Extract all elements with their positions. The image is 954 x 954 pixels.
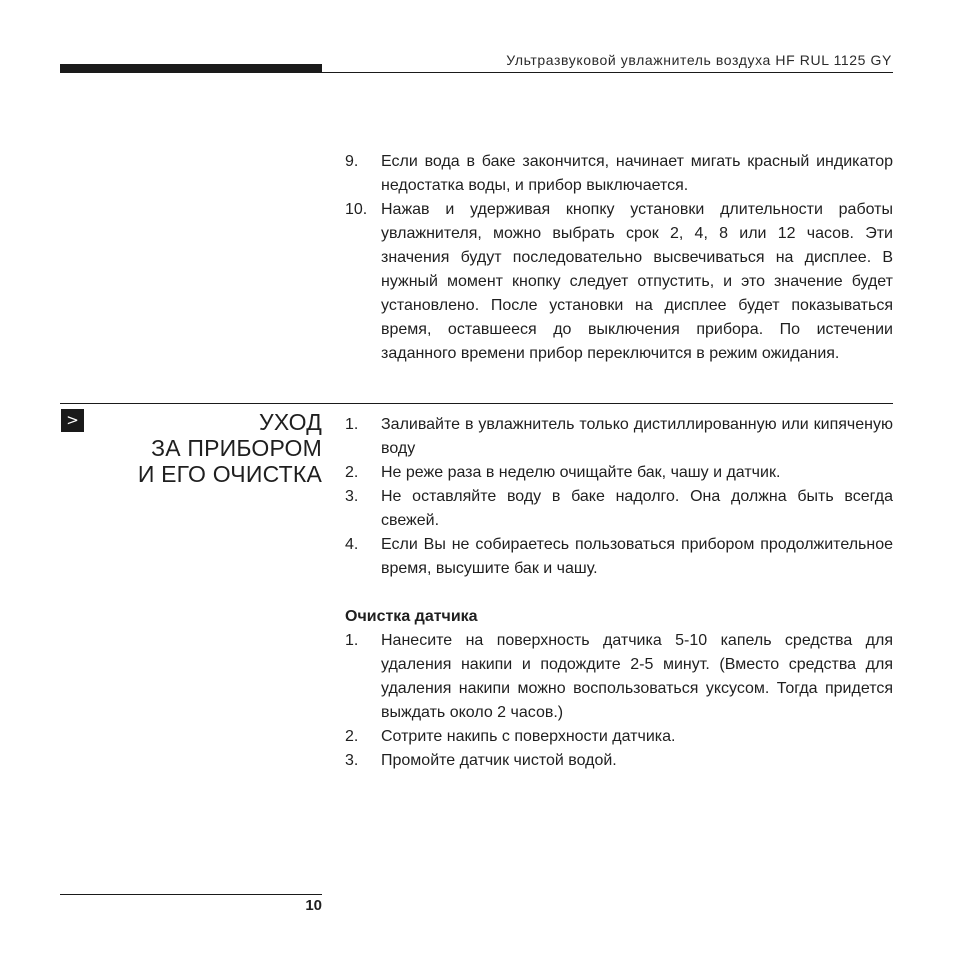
document-header-title: Ультразвуковой увлажнитель воздуха HF RUL 1125 GY	[506, 52, 892, 68]
item-number: 2.	[345, 728, 359, 745]
item-text: Если вода в баке закончится, начинает мигать красный индикатор недостатка воды, и прибор выключается.	[381, 153, 893, 194]
care-list	[345, 413, 893, 581]
item-number: 3.	[345, 488, 359, 505]
list-item	[345, 198, 893, 366]
section-title-line: И ЕГО ОЧИСТКА	[137, 461, 322, 487]
sensor-cleaning-list	[345, 629, 893, 773]
item-number: 1.	[345, 416, 359, 433]
item-text: Промойте датчик чистой водой.	[381, 752, 617, 769]
section-title	[138, 409, 322, 487]
operation-steps-list	[345, 150, 893, 366]
item-text: Нанесите на поверхность датчика 5-10 капель средства для удаления накипи и подождите 2-5 минут. (Вместо средства для удаления накипи можно воспользоваться уксусом. Тогда придется выждать около 2 часов.)	[381, 632, 893, 721]
list-item	[345, 629, 893, 725]
list-item	[345, 725, 893, 749]
item-text: Не реже раза в неделю очищайте бак, чашу и датчик.	[381, 464, 781, 481]
list-item	[345, 461, 893, 485]
list-item	[345, 749, 893, 773]
item-number: 2.	[345, 464, 359, 481]
footer-rule	[60, 894, 322, 895]
list-item	[345, 533, 893, 581]
item-number: 9.	[345, 153, 359, 170]
header-thick-rule	[60, 64, 322, 73]
item-number: 1.	[345, 632, 359, 649]
item-text: Заливайте в увлажнитель только дистиллированную или кипяченую воду	[381, 416, 893, 457]
item-text: Не оставляйте воду в баке надолго. Она должна быть всегда свежей.	[381, 488, 893, 529]
page-number: 10	[305, 897, 322, 914]
item-text: Сотрите накипь с поверхности датчика.	[381, 728, 676, 745]
sensor-cleaning-heading: Очистка датчика	[345, 608, 478, 625]
section-title-line: ЗА ПРИБОРОМ	[151, 435, 322, 461]
header-thin-rule	[322, 72, 893, 73]
item-text: Нажав и удерживая кнопку установки длительности работы увлажнителя, можно выбрать срок 2, 4, 8 или 12 часов. Эти значения будут последовательно высвечиваться на дисплее. В нужный момент кнопку следует отпустить, и это значение будет установлено. После установки на дисплее будет показываться время, оставшееся до выключения прибора. По истечении заданного времени прибор переключится в режим ожидания.	[381, 201, 893, 362]
list-item	[345, 485, 893, 533]
item-number: 4.	[345, 536, 359, 553]
list-item	[345, 413, 893, 461]
item-text: Если Вы не собираетесь пользоваться прибором продолжительное время, высушите бак и чашу.	[381, 536, 893, 577]
list-item	[345, 150, 893, 198]
section-divider	[60, 403, 893, 404]
item-number: 3.	[345, 752, 359, 769]
item-number: 10.	[345, 201, 368, 218]
section-title-line: УХОД	[259, 409, 322, 435]
section-arrow-icon: >	[61, 409, 84, 432]
